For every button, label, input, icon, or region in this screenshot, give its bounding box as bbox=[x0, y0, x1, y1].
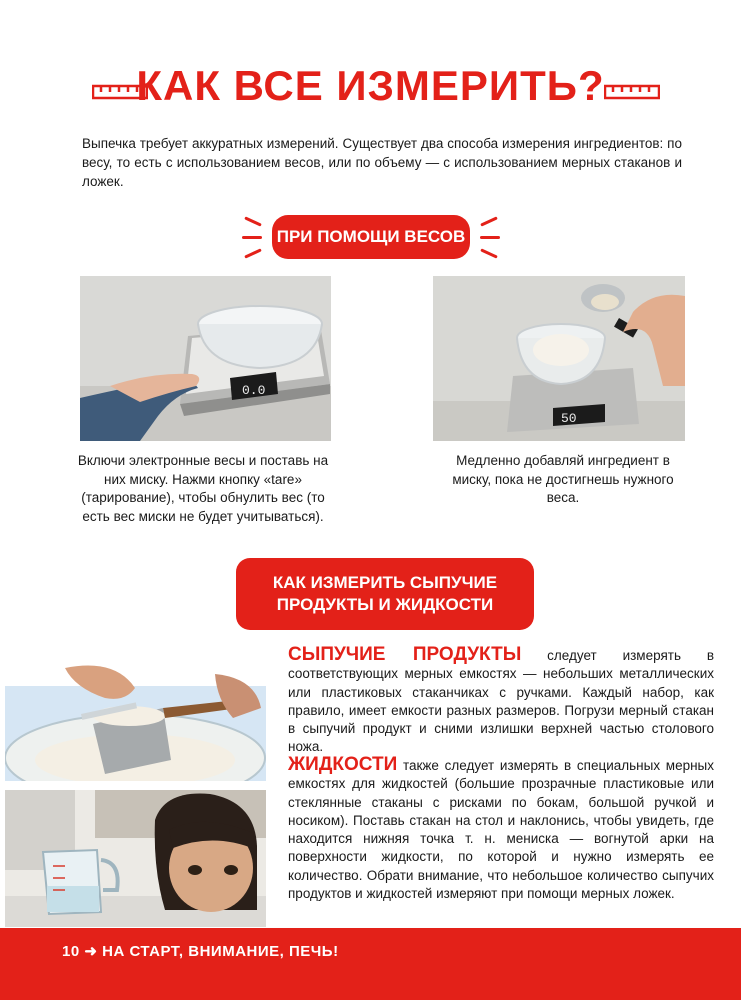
dry-ingredients-lead: СЫПУЧИЕ ПРОДУКТЫ bbox=[288, 644, 522, 665]
liquids-paragraph bbox=[288, 756, 714, 903]
liquids-lead: ЖИДКОСТИ bbox=[288, 754, 398, 775]
scale-display-zero: 0.0 bbox=[242, 383, 266, 398]
page-number: 10 bbox=[62, 943, 80, 960]
photo-scale-flour bbox=[433, 276, 685, 441]
page-title: КАК ВСЕ ИЗМЕРИТЬ? bbox=[136, 62, 605, 109]
caption-step2: Медленно добавляй ингредиент в миску, пока не достигнешь нужного веса. bbox=[452, 453, 674, 505]
footer-label bbox=[62, 942, 339, 960]
scale-display-50: 50 bbox=[561, 411, 577, 426]
section-badge-volume bbox=[236, 558, 534, 630]
book-title: НА СТАРТ, ВНИМАНИЕ, ПЕЧЬ! bbox=[102, 943, 339, 960]
badge-rays-left bbox=[240, 212, 268, 262]
photo-measuring-cup-flour bbox=[5, 648, 266, 781]
intro-paragraph: Выпечка требует аккуратных измерений. Существует два способа измерения ингредиентов: по весу, то есть с использованием весов, или по объему — с использованием мерных стаканов и ложек. bbox=[82, 136, 682, 189]
arrow-right-icon: ➜ bbox=[84, 943, 98, 960]
badge-volume-line1: КАК ИЗМЕРИТЬ СЫПУЧИЕ bbox=[272, 573, 498, 592]
photo-boy-liquid-measure bbox=[5, 790, 266, 927]
dry-ingredients-paragraph bbox=[288, 646, 714, 757]
photo-scale-tare bbox=[80, 276, 331, 441]
ruler-ornament-right bbox=[604, 82, 660, 100]
footer-band bbox=[0, 928, 741, 1000]
badge-rays-right bbox=[474, 212, 502, 262]
section-badge-scales: ПРИ ПОМОЩИ ВЕСОВ bbox=[272, 215, 470, 259]
liquids-text: также следует измерять в специальных мерных емкостях для жидкостей (большие прозрачные пластиковые или стеклянные стаканы с рисками по бокам, большой ручкой и носиком). Поставь стакан на стол и наклонись, чтобы увидеть, где находится нижняя точка т. н. мениска — вогнутой арки на поверхности жидкости, по которой и нужно измерять ее количество. Обрати внимание, что небольшое количество сыпучих продуктов и жидкостей измеряют при помощи мерных ложек. bbox=[288, 758, 714, 902]
dry-ingredients-text: следует измерять в соответствующих мерных емкостях — небольших металлических или пластиковых стаканчиках с ручками. Каждый набор, как правило, имеет емкости разных размеров. Погрузи мерный стакан в сыпучий продукт и сними излишки верхней частью столового ножа. bbox=[288, 648, 714, 755]
badge-volume-line2: ПРОДУКТЫ И ЖИДКОСТИ bbox=[276, 595, 494, 614]
caption-step1: Включи электронные весы и поставь на них миску. Нажми кнопку «tare» (тарирование), чтобы обнулить вес (то есть вес миски не будет учитываться). bbox=[77, 453, 329, 524]
